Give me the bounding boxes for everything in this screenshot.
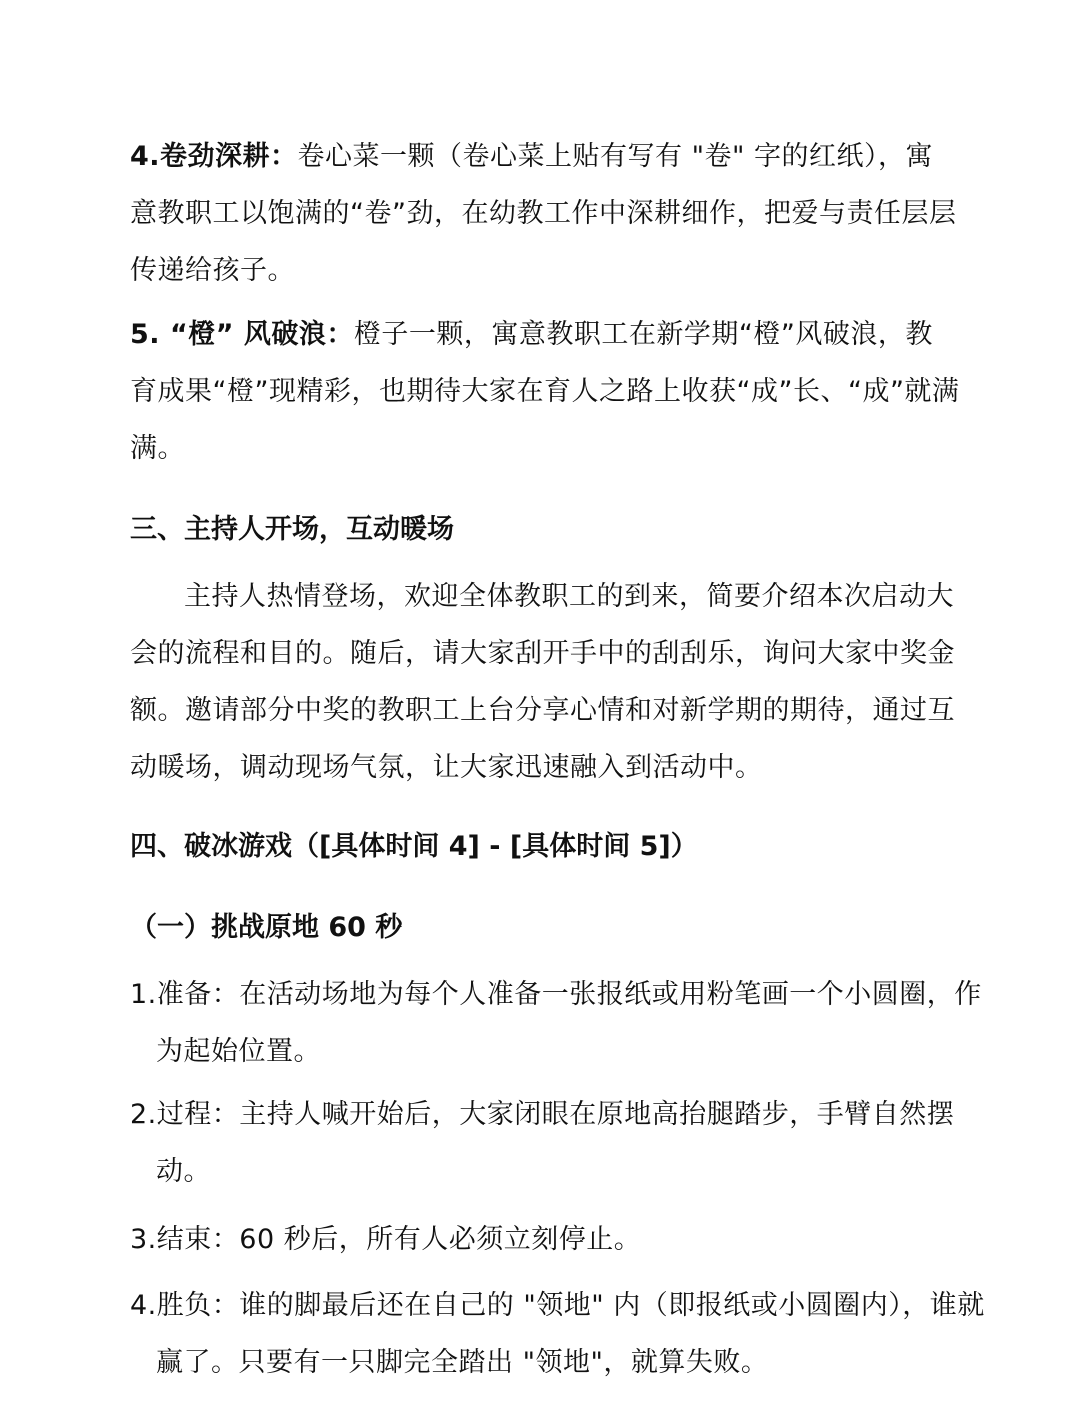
item-4-text: 卷心菜一颗（卷心菜上贴有写有 "卷" 字的红纸），寓意教职工以饱满的“卷”劲，在幼教工作中深耕细作，把爱与责任层层传递给孩子。 <box>130 141 957 286</box>
item-5-text: 橙子一颗，寓意教职工在新学期“橙”风破浪，教育成果“橙”现精彩，也期待大家在育人之路上收获“成”长、“成”就满满。 <box>130 319 960 464</box>
section-3-heading: 三、主持人开场，互动暖场 <box>130 514 454 545</box>
step-1: 1.准备：在活动场地为每个人准备一张报纸或用粉笔画一个小圆圈，作为起始位置。 <box>130 979 982 1067</box>
item-5-title: 5. “橙” 风破浪： <box>130 319 354 350</box>
step-3: 3.结束：60 秒后，所有人必须立刻停止。 <box>130 1224 642 1255</box>
section-4-heading: 四、破冰游戏（[具体时间 4] - [具体时间 5]） <box>130 831 698 862</box>
item-4 <box>130 128 960 299</box>
step-2: 2.过程：主持人喊开始后，大家闭眼在原地高抬腿踏步，手臂自然摆动。 <box>130 1099 955 1187</box>
item-4-title: 4.卷劲深耕： <box>130 141 298 172</box>
section-4-subheading: （一）挑战原地 60 秒 <box>130 912 403 943</box>
item-5 <box>130 306 960 477</box>
section-3-paragraph: 主持人热情登场，欢迎全体教职工的到来，简要介绍本次启动大会的流程和目的。随后，请大家刮开手中的刮刮乐，询问大家中奖金额。邀请部分中奖的教职工上台分享心情和对新学期的期待，通过互动暖场，调动现场气氛，让大家迅速融入到活动中。 <box>130 581 955 783</box>
step-4: 4.胜负：谁的脚最后还在自己的 "领地" 内（即报纸或小圆圈内），谁就赢了。只要有一只脚完全踏出 "领地"，就算失败。 <box>130 1290 985 1378</box>
